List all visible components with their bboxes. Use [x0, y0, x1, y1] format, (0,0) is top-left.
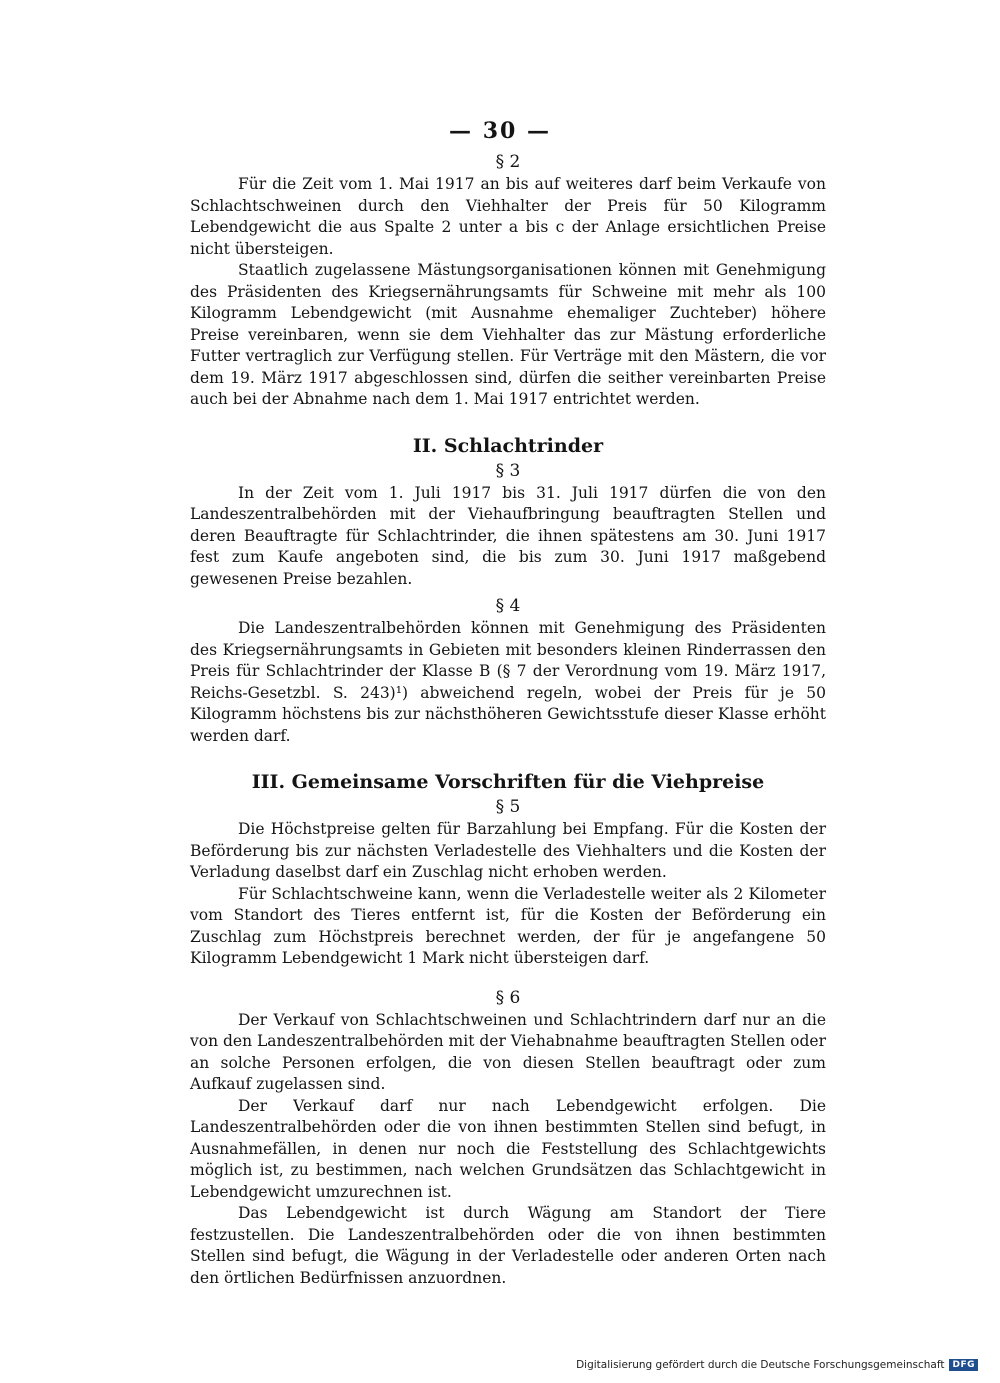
dfg-logo-icon: DFG [949, 1359, 978, 1371]
section-mark: § 4 [495, 596, 521, 616]
paragraph: Der Verkauf von Schlachtschweinen und Schlachtrindern darf nur an die von den Landeszentralbehörden mit der Viehabnahme beauftragten Stellen oder an solche Personen erfolgen, die von diesen Stellen beauftragt oder zum Aufkauf zugelassen sind. [190, 1010, 827, 1093]
section-heading: II. Schlachtrinder [412, 434, 604, 457]
section-heading: III. Gemeinsame Vorschriften für die Viehpreise [251, 771, 765, 793]
document-body [190, 150, 826, 1289]
paragraph: In der Zeit vom 1. Juli 1917 bis 31. Juli 1917 dürfen die von den Landeszentralbehörden mit der Viehaufbringung beauftragten Stellen und deren Beauftragte für Schlachtrinder, die ihnen spätestens am 30. Juni 1917 fest zum Kaufe angeboten sind, die bis zum 30. Juni 1917 maßgebend gewesenen Preise bezahlen. [190, 483, 826, 588]
section-mark: § 3 [495, 460, 521, 481]
section-mark: § 2 [495, 152, 521, 172]
paragraph: Für Schlachtschweine kann, wenn die Verladestelle weiter als 2 Kilometer vom Standort des Tieres entfernt ist, für die Kosten der Beförderung ein Zuschlag zum Höchstpreis berechnet werden, der für je angefangene 50 Kilogramm Lebendgewicht 1 Mark nicht übersteigen darf. [190, 884, 826, 967]
section-mark: § 6 [495, 987, 521, 1008]
paragraph: Der Verkauf darf nur nach Lebendgewicht erfolgen. Die Landeszentralbehörden oder die von ihnen bestimmten Stellen sind befugt, in Ausnahmefällen, in denen nur noch die Feststellung des Schlachtgewichts möglich ist, zu bestimmen, nach welchen Grundsätzen das Schlachtgewicht in Lebendgewicht umzurechnen ist. [190, 1096, 826, 1201]
page-number: — 30 — [449, 118, 551, 144]
section-mark: § 5 [495, 797, 521, 817]
footer [576, 1359, 978, 1371]
footer-text: Digitalisierung gefördert durch die Deutsche Forschungsgemeinschaft [576, 1359, 945, 1371]
paragraph: Das Lebendgewicht ist durch Wägung am Standort der Tiere festzustellen. Die Landeszentralbehörden oder die von ihnen bestimmten Stellen sind befugt, die Wägung in der Verladestelle oder anderen Orten nach den örtlichen Bedürfnissen anzuordnen. [190, 1204, 826, 1287]
paragraph: Die Höchstpreise gelten für Barzahlung bei Empfang. Für die Kosten der Beförderung bis zur nächsten Verladestelle des Viehhalters und die Kosten der Verladung daselbst darf ein Zuschlag nicht erhoben werden. [190, 820, 826, 881]
paragraph: Staatlich zugelassene Mästungsorganisationen können mit Genehmigung des Präsidenten des Kriegsernährungsamts für Schweine mit mehr als 100 Kilogramm Lebendgewicht (mit Ausnahme ehemaliger Zuchteber) höhere Preise vereinbaren, wenn sie dem Viehhalter das zur Mästung erforderliche Futter vertraglich zur Verfügung stellen. Für Verträge mit den Mästern, die vor dem 19. März 1917 abgeschlossen sind, dürfen die seither vereinbarten Preise auch bei der Abnahme nach dem 1. Mai 1917 entrichtet werden. [190, 261, 826, 408]
paragraph: Für die Zeit vom 1. Mai 1917 an bis auf weiteres darf beim Verkaufe von Schlachtschweinen durch den Viehhalter der Preis für 50 Kilogramm Lebendgewicht die aus Spalte 2 unter a bis c der Anlage ersichtlichen Preise nicht übersteigen. [190, 175, 826, 258]
paragraph: Die Landeszentralbehörden können mit Genehmigung des Präsidenten des Kriegsernährungsamts in Gebieten mit besonders kleinen Rinderrassen den Preis für Schlachtrinder der Klasse B (§ 7 der Verordnung vom 19. März 1917, Reichs-Gesetzbl. S. 243)¹) abweichend regeln, wobei der Preis für je 50 Kilogramm höchstens bis zur nächsthöheren Gewichtsstufe dieser Klasse erhöht werden darf. [190, 619, 826, 745]
